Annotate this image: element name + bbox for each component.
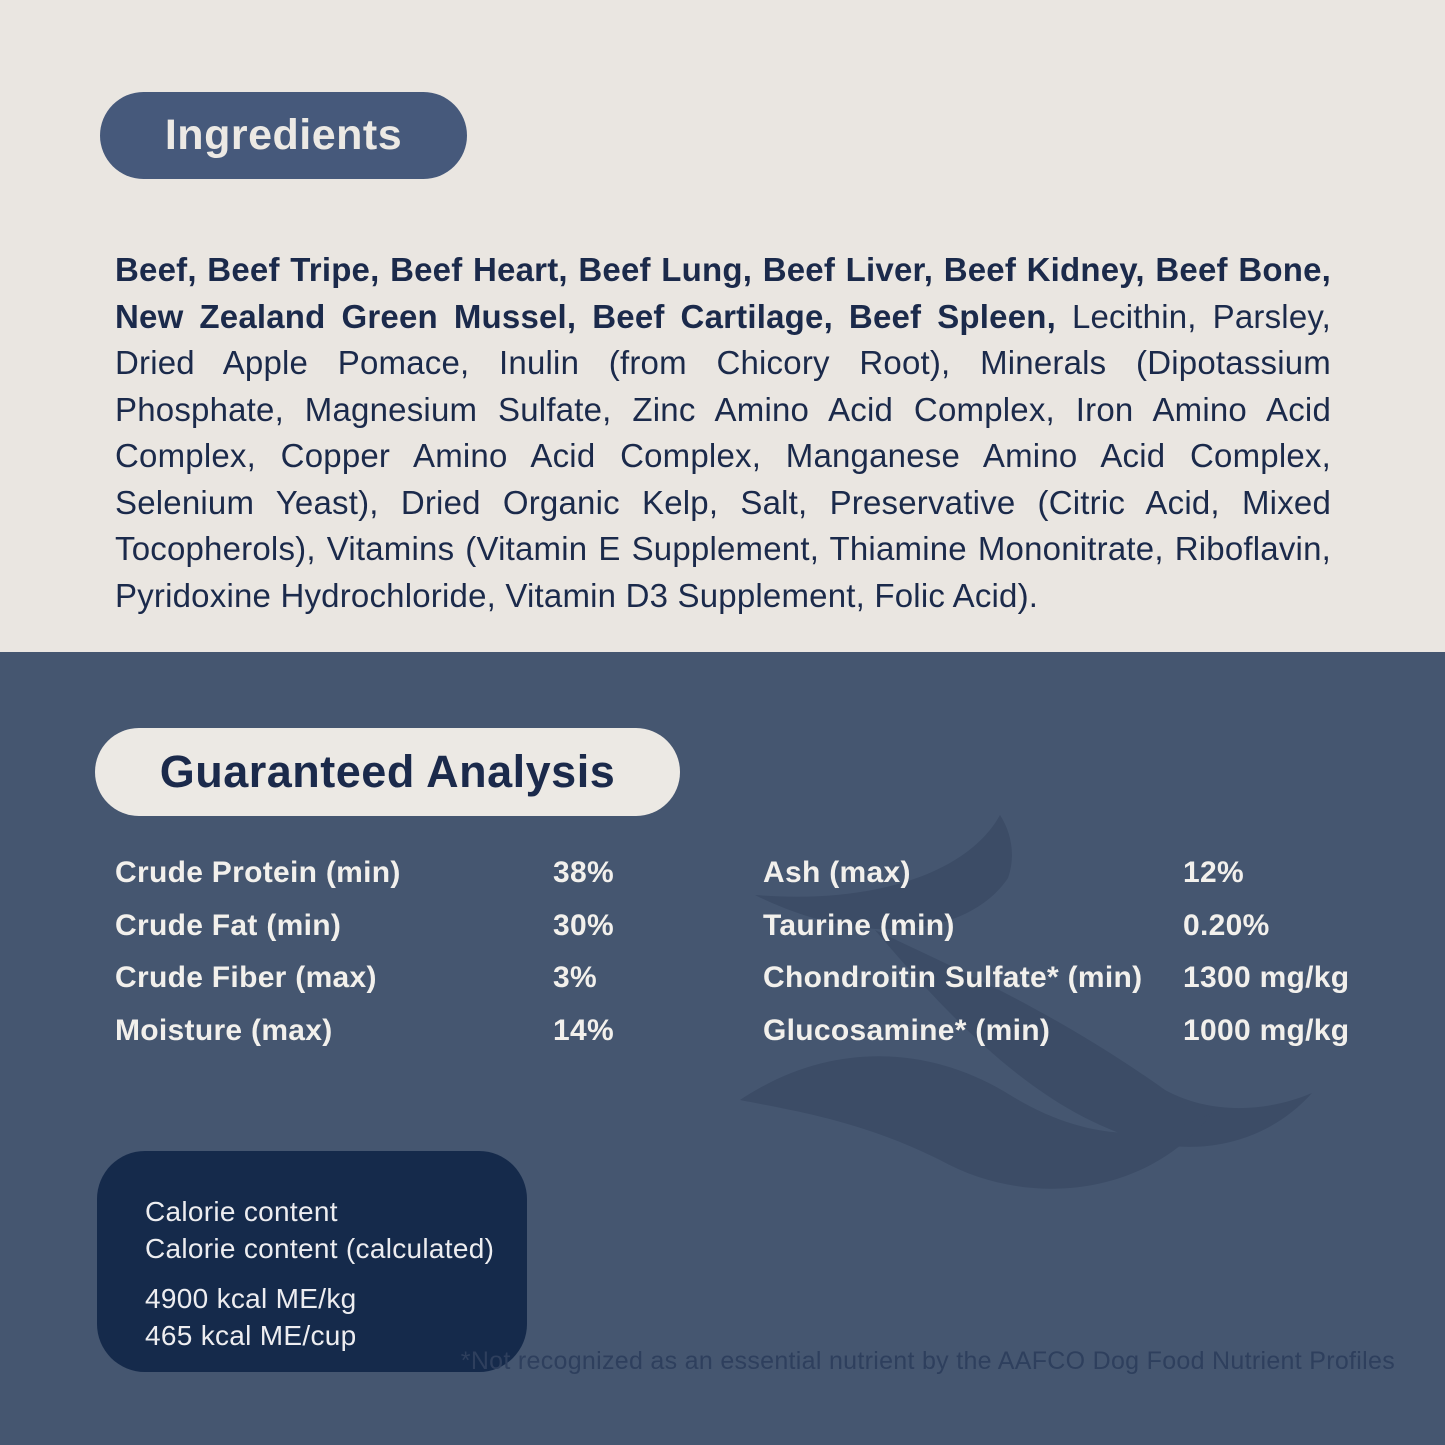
table-row — [763, 1014, 1403, 1067]
nutrient-label: Crude Fiber (max) — [115, 961, 377, 994]
nutrient-value: 1000 mg/kg — [1183, 1013, 1350, 1047]
nutrient-label: Taurine (min) — [763, 908, 955, 942]
nutrient-label: Moisture (max) — [115, 1013, 333, 1047]
calorie-content-box — [97, 1151, 527, 1372]
nutrient-value: 1300 mg/kg — [1183, 961, 1350, 994]
table-row — [115, 909, 715, 962]
guaranteed-analysis-title-pill — [95, 728, 680, 816]
table-row — [763, 961, 1403, 1014]
nutrient-label: Crude Fat (min) — [115, 908, 342, 942]
nutrient-value: 12% — [1183, 856, 1244, 889]
table-row — [115, 1014, 715, 1067]
nutrient-label: Chondroitin Sulfate* (min) — [763, 961, 1143, 994]
nutrient-label: Crude Protein (min) — [115, 856, 401, 889]
nutrient-value: 3% — [553, 961, 597, 994]
table-row — [115, 856, 715, 909]
guaranteed-analysis-section — [0, 652, 1445, 1445]
analysis-left-column — [115, 856, 715, 1066]
ingredients-section — [0, 0, 1445, 652]
spacer — [145, 1267, 497, 1280]
ingredients-secondary-list: Lecithin, Parsley, Dried Apple Pomace, Inulin (from Chicory Root), Minerals (Dipotassium Phosphate, Magnesium Sulfate, Zinc Amino Acid Complex, Iron Amino Acid Complex, Copper Amino Acid Complex, Manganese Amino Acid Complex, Selenium Yeast), Dried Organic Kelp, Salt, Preservative (Citric Acid, Mixed Tocopherols), Vitamins (Vitamin E Supplement, Thiamine Mononitrate, Riboflavin, Pyridoxine Hydrochloride, Vitamin D3 Supplement, Folic Acid). — [115, 297, 1331, 614]
table-row — [115, 961, 715, 1014]
calorie-line: Calorie content — [145, 1196, 338, 1227]
guaranteed-analysis-title: Guaranteed Analysis — [159, 746, 616, 797]
nutrient-value: 0.20% — [1183, 908, 1270, 942]
table-row — [763, 856, 1403, 909]
aafco-footnote: *Not recognized as an essential nutrient by the AAFCO Dog Food Nutrient Profiles — [460, 1347, 1395, 1375]
nutrient-label: Glucosamine* (min) — [763, 1013, 1051, 1047]
nutrient-label: Ash (max) — [763, 856, 911, 889]
calorie-line: 4900 kcal ME/kg — [145, 1283, 357, 1314]
nutrient-value: 38% — [553, 856, 614, 889]
ingredients-list — [115, 247, 1331, 619]
nutrient-value: 30% — [553, 908, 614, 942]
ingredients-title: Ingredients — [164, 111, 403, 159]
ingredients-title-pill — [100, 92, 467, 179]
nutrient-value: 14% — [553, 1013, 614, 1047]
calorie-line: 465 kcal ME/cup — [145, 1320, 357, 1351]
ingredients-primary-list: Beef, Beef Tripe, Beef Heart, Beef Lung, Beef Liver, Beef Kidney, Beef Bone, New Zealand Green Mussel, Beef Cartilage, Beef Spleen, — [115, 251, 1331, 335]
table-row — [763, 909, 1403, 962]
calorie-line: Calorie content (calculated) — [145, 1233, 495, 1264]
analysis-right-column — [763, 856, 1403, 1066]
